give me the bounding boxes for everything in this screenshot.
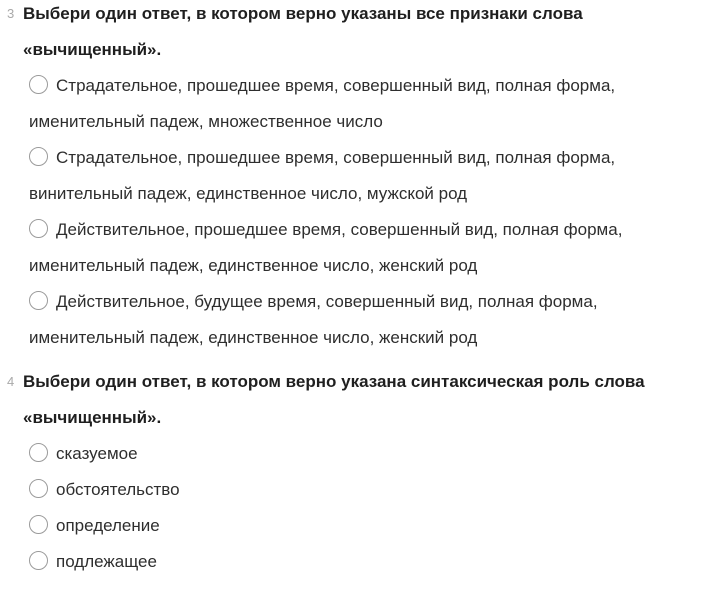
radio-button-icon[interactable] [29, 515, 48, 534]
question-3-header [0, 0, 727, 68]
question-text: Выбери один ответ, в котором верно указана синтаксическая роль слова «вычищенный». [23, 372, 645, 427]
answer-option[interactable] [0, 436, 727, 472]
radio-button-icon[interactable] [29, 291, 48, 310]
answer-option[interactable] [0, 544, 727, 580]
answer-option-label: определение [56, 516, 160, 535]
radio-button-icon[interactable] [29, 147, 48, 166]
answer-option[interactable] [0, 140, 727, 212]
radio-button-icon[interactable] [29, 219, 48, 238]
answer-option-label: Страдательное, прошедшее время, совершенный вид, полная форма, винительный падеж, единственное число, мужской род [29, 148, 616, 203]
answer-option[interactable] [0, 472, 727, 508]
radio-button-icon[interactable] [29, 551, 48, 570]
answer-option-label: Страдательное, прошедшее время, совершенный вид, полная форма, именительный падеж, множественное число [29, 76, 616, 131]
question-number: 3 [7, 6, 15, 21]
answer-option[interactable] [0, 68, 727, 140]
question-4-header [0, 364, 727, 436]
radio-button-icon[interactable] [29, 479, 48, 498]
answer-option[interactable] [0, 212, 727, 284]
radio-button-icon[interactable] [29, 75, 48, 94]
radio-button-icon[interactable] [29, 443, 48, 462]
answer-option-label: подлежащее [56, 552, 157, 571]
answer-option-label: сказуемое [56, 444, 138, 463]
answer-option-label: Действительное, будущее время, совершенный вид, полная форма, именительный падеж, единственное число, женский род [29, 292, 598, 347]
answer-option-label: Действительное, прошедшее время, совершенный вид, полная форма, именительный падеж, единственное число, женский род [29, 220, 623, 275]
answer-option[interactable] [0, 508, 727, 544]
question-text: Выбери один ответ, в котором верно указаны все признаки слова «вычищенный». [23, 4, 583, 59]
question-number: 4 [7, 374, 15, 389]
answer-option-label: обстоятельство [56, 480, 180, 499]
question-4 [0, 364, 727, 580]
answer-option[interactable] [0, 284, 727, 356]
